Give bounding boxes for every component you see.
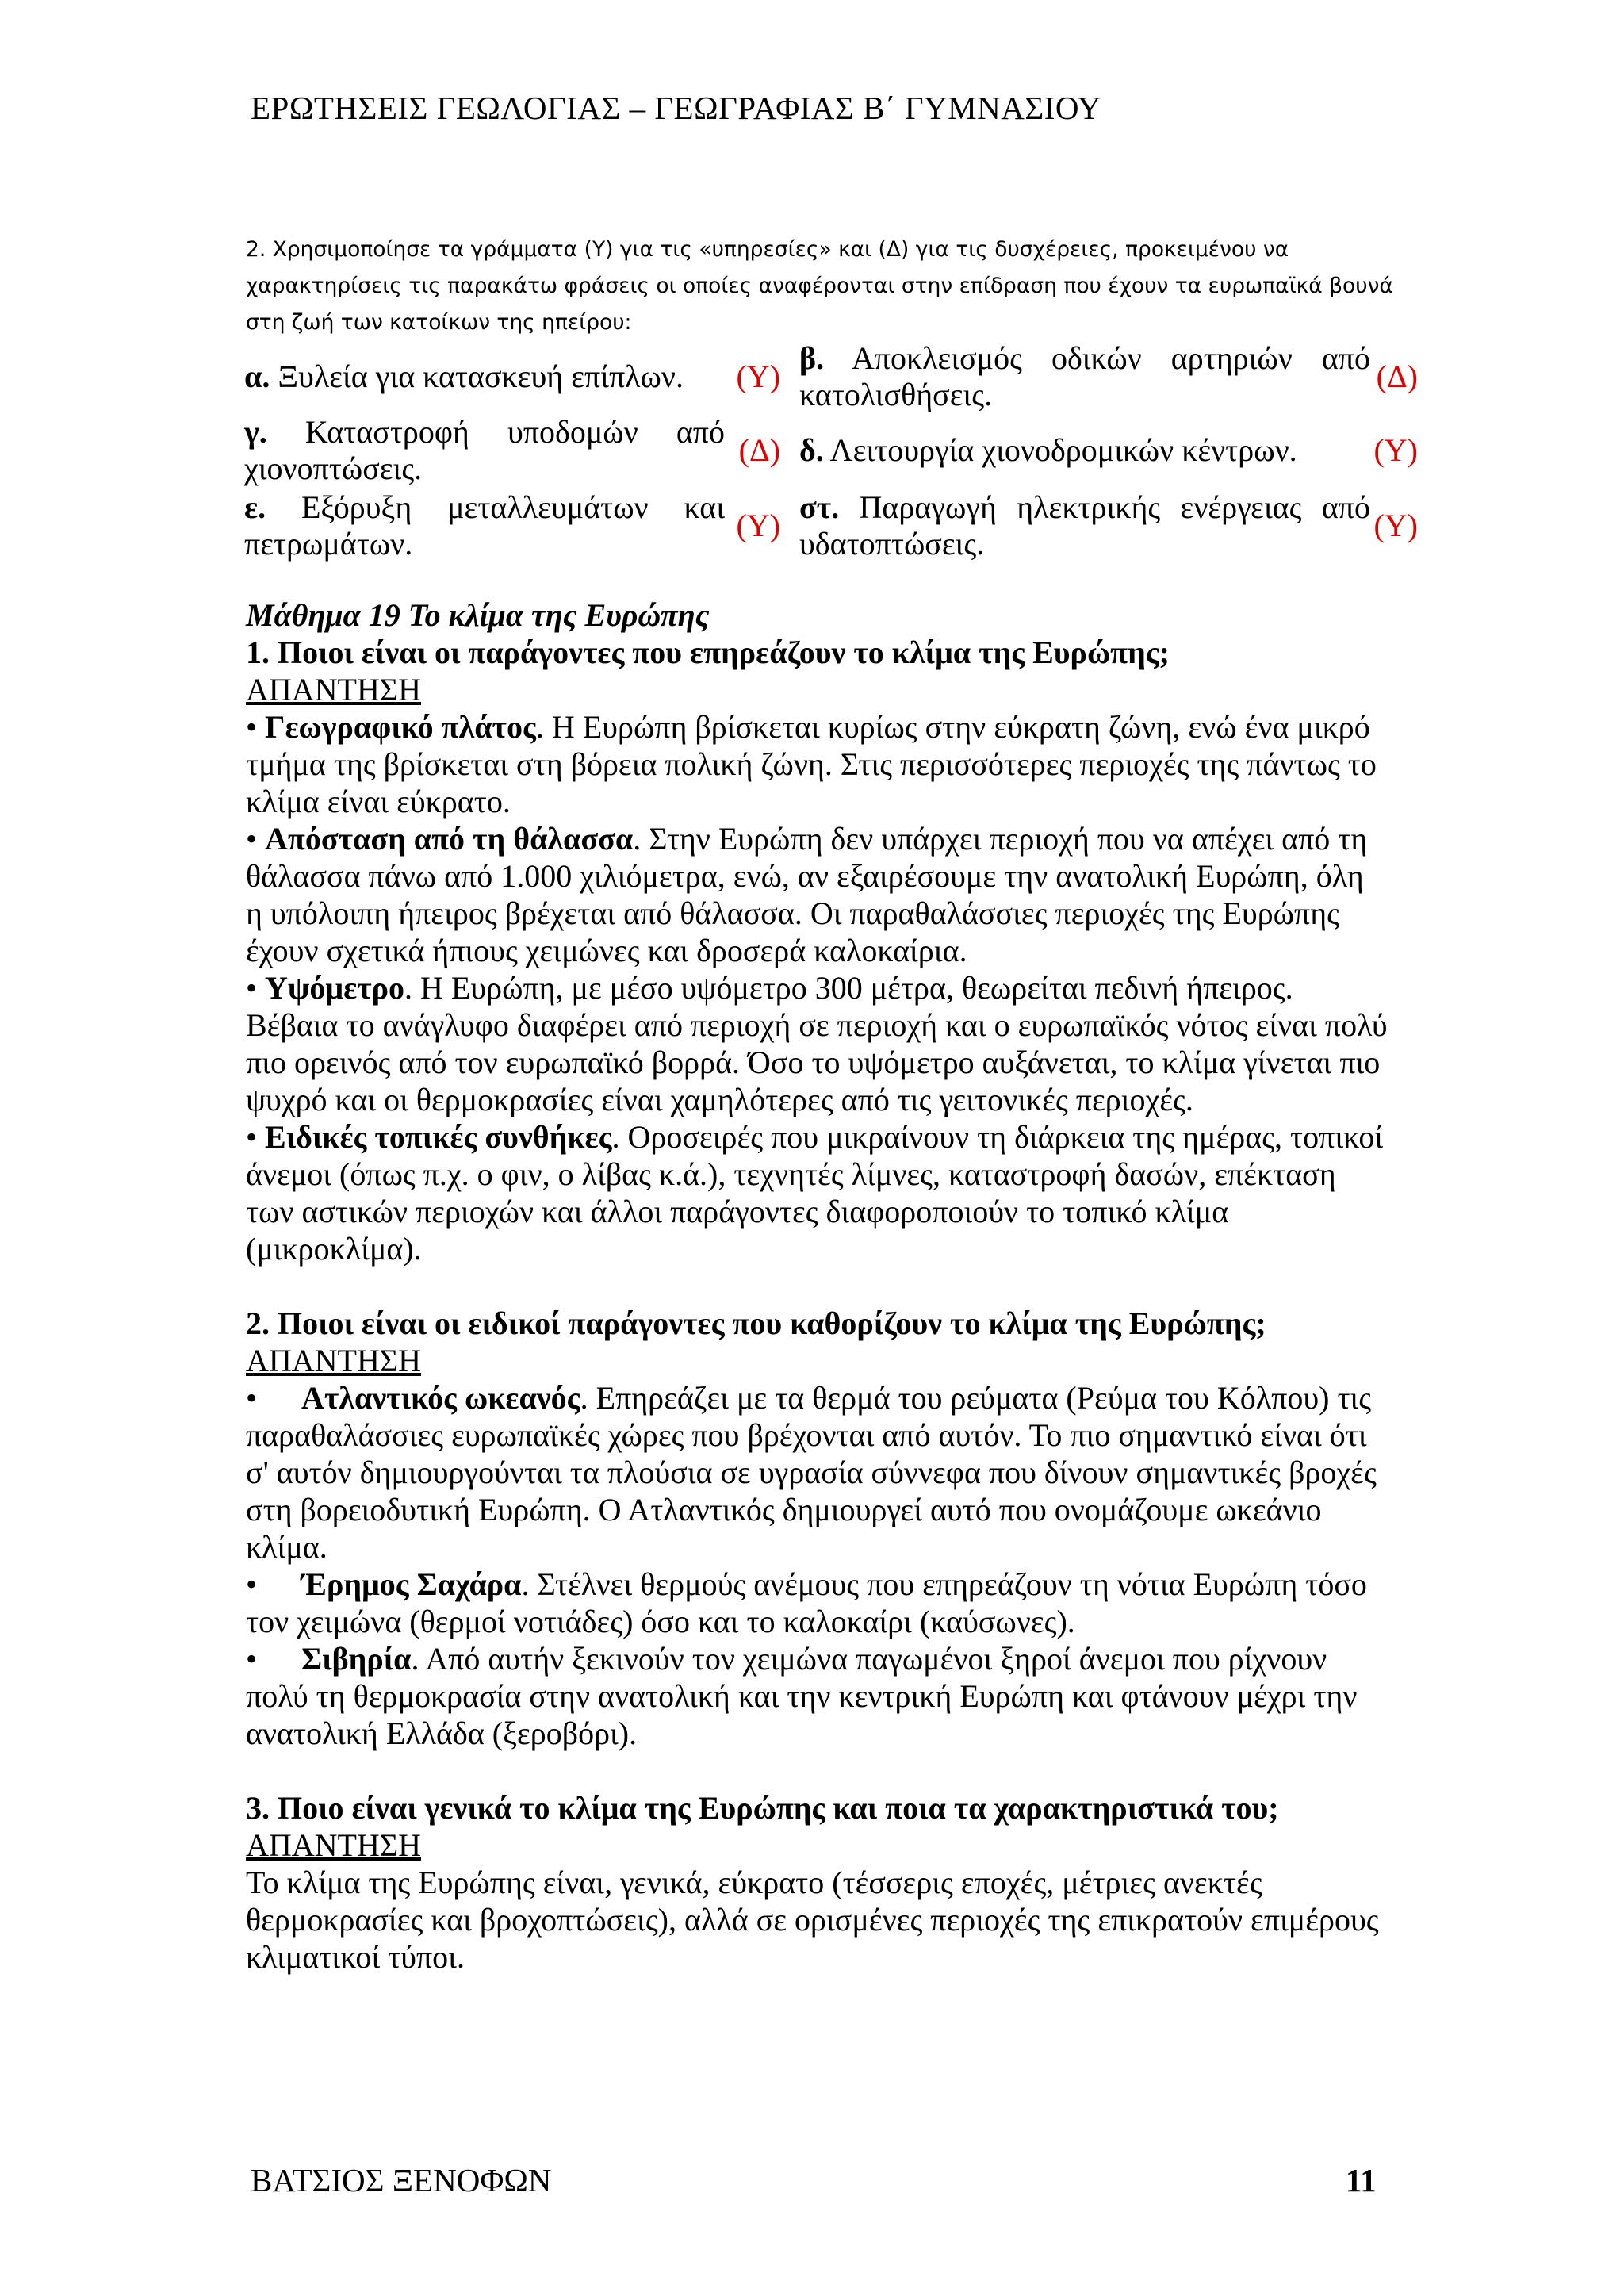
item-letter: α. — [244, 358, 270, 394]
grid-item-a — [244, 339, 780, 414]
bullet-term: Ατλαντικός ωκεανός — [301, 1380, 580, 1416]
answer-text: Το κλίμα της Ευρώπης είναι, γενικά, εύκρατο (τέσσερις εποχές, μέτριες ανεκτές θερμοκρασίες και βροχοπτώσεις), αλλά σε ορισμένες περιοχές της επικρατούν επιμέρους κλιματικοί τύποι. — [246, 1865, 1379, 1975]
question-2: 2. Ποιοι είναι οι ειδικοί παράγοντες που καθορίζουν το κλίμα της Ευρώπης; — [246, 1305, 1266, 1341]
item-text: Λειτουργία χιονοδρομικών κέντρων. — [823, 432, 1297, 468]
bullet-text: . Οροσειρές που μικραίνουν τη διάρκεια της ημέρας, τοπικοί άνεμοι (όπως π.χ. ο φιν, ο λίβας κ.ά.), τεχνητές λίμνες, καταστροφή δασών, επέκταση των αστικών περιοχών και άλλοι παράγοντες διαφοροποιούν το τοπικό κλίμα (μικροκλίμα). — [246, 1119, 1384, 1267]
item-text: Παραγωγή ηλεκτρικής ενέργειας από υδατοπτώσεις. — [799, 489, 1370, 562]
item-answer-mark: (Υ) — [736, 508, 780, 543]
bullet-item: • Σιβηρία. Από αυτήν ξεκινούν τον χειμώνα παγωμένοι ξηροί άνεμοι που ρίχνουν πολύ τη θερμοκρασία στην ανατολική και την κεντρική Ευρώπη και φτάνουν μέχρι την ανατολική Ελλάδα (ξεροβόρι). — [246, 1641, 1358, 1751]
answer-label: ΑΠΑΝΤΗΣΗ — [246, 1827, 422, 1863]
bullet-text: . Από αυτήν ξεκινούν τον χειμώνα παγωμένοι ξηροί άνεμοι που ρίχνουν πολύ τη θερμοκρασία στην ανατολική και την κεντρική Ευρώπη και φτάνουν μέχρι την ανατολική Ελλάδα (ξεροβόρι). — [246, 1641, 1358, 1751]
bullet-text: . Επηρεάζει με τα θερμά του ρεύματα (Ρεύμα του Κόλπου) τις παραθαλάσσιες ευρωπαϊκές χώρες που βρέχονται από αυτόν. Το πιο σημαντικό είναι ότι σ' αυτόν δημιουργούνται τα πλούσια σε υγρασία σύννεφα που δίνουν σημαντικές βροχές στη βορειοδυτική Ευρώπη. Ο Ατλαντικός δημιουργεί αυτό που ονομάζουμε ωκεάνιο κλίμα. — [246, 1380, 1377, 1565]
grid-item-c — [244, 414, 780, 487]
item-answer-mark: (Υ) — [1373, 432, 1418, 468]
bullet-text: . Στέλνει θερμούς ανέμους που επηρεάζουν τη νότια Ευρώπη τόσο τον χειμώνα (θερμοί νοτιάδες) όσο και το καλοκαίρι (καύσωνες). — [246, 1566, 1367, 1639]
item-text: Εξόρυξη μεταλλευμάτων και πετρωμάτων. — [244, 489, 725, 562]
item-letter: ε. — [244, 489, 266, 525]
bullet-item: • Ειδικές τοπικές συνθήκες. Οροσειρές που μικραίνουν τη διάρκεια της ημέρας, τοπικοί άνεμοι (όπως π.χ. ο φιν, ο λίβας κ.ά.), τεχνητές λίμνες, καταστροφή δασών, επέκταση των αστικών περιοχών και άλλοι παράγοντες διαφοροποιούν το τοπικό κλίμα (μικροκλίμα). — [246, 1119, 1384, 1267]
item-text: Ξυλεία για κατασκευή επίπλων. — [270, 358, 684, 394]
bullet-item: • Ατλαντικός ωκεανός. Επηρεάζει με τα θερμά του ρεύματα (Ρεύμα του Κόλπου) τις παραθαλάσσιες ευρωπαϊκές χώρες που βρέχονται από αυτόν. Το πιο σημαντικό είναι ότι σ' αυτόν δημιουργούνται τα πλούσια σε υγρασία σύννεφα που δίνουν σημαντικές βροχές στη βορειοδυτική Ευρώπη. Ο Ατλαντικός δημιουργεί αυτό που ονομάζουμε ωκεάνιο κλίμα. — [246, 1380, 1377, 1565]
bullet-item: • Έρημος Σαχάρα. Στέλνει θερμούς ανέμους που επηρεάζουν τη νότια Ευρώπη τόσο τον χειμώνα (θερμοί νοτιάδες) όσο και το καλοκαίρι (καύσωνες). — [246, 1566, 1367, 1639]
page-number: 11 — [1346, 2162, 1377, 2198]
footer-author: ΒΑΤΣΙΟΣ ΞΕΝΟΦΩΝ — [251, 2162, 552, 2198]
bullet-term: Γεωγραφικό πλάτος — [265, 709, 536, 745]
grid-item-e — [244, 487, 780, 565]
bullet-item: • Γεωγραφικό πλάτος. Η Ευρώπη βρίσκεται κυρίως στην εύκρατη ζώνη, ενώ ένα μικρό τμήμα της βρίσκεται στη βόρεια πολική ζώνη. Στις περισσότερες περιοχές της πάντως το κλίμα είναι εύκρατο. — [246, 709, 1377, 819]
item-answer-mark: (Υ) — [736, 358, 780, 394]
answer-label: ΑΠΑΝΤΗΣΗ — [246, 672, 422, 707]
grid-row — [244, 487, 1418, 565]
answer-label: ΑΠΑΝΤΗΣΗ — [246, 1343, 422, 1378]
exercise-2-grid — [244, 339, 1418, 565]
bullet-term: Ειδικές τοπικές συνθήκες — [265, 1119, 612, 1155]
item-letter: δ. — [799, 432, 824, 468]
item-letter: β. — [799, 340, 825, 376]
bullet-text: . Η Ευρώπη βρίσκεται κυρίως στην εύκρατη ζώνη, ενώ ένα μικρό τμήμα της βρίσκεται στη βόρεια πολική ζώνη. Στις περισσότερες περιοχές της πάντως το κλίμα είναι εύκρατο. — [246, 709, 1377, 819]
page-header-title: ΕΡΩΤΗΣΕΙΣ ΓΕΩΛΟΓΙΑΣ – ΓΕΩΓΡΑΦΙΑΣ Β΄ ΓΥΜΝΑΣΙΟΥ — [251, 90, 1102, 126]
item-answer-mark: (Υ) — [1373, 508, 1418, 543]
grid-item-b — [799, 339, 1418, 414]
item-text: Καταστροφή υποδομών από χιονοπτώσεις. — [244, 414, 725, 486]
item-letter: στ. — [799, 489, 840, 525]
item-answer-mark: (Δ) — [1376, 358, 1418, 394]
question-1: 1. Ποιοι είναι οι παράγοντες που επηρεάζουν το κλίμα της Ευρώπης; — [246, 634, 1170, 670]
exercise-2-instructions — [246, 232, 1411, 341]
item-letter: γ. — [244, 414, 267, 450]
instruction-line: 2. Χρησιμοποίησε τα γράμματα (Υ) για τις «υπηρεσίες» και (Δ) για τις δυσχέρειες, προκειμένου να — [246, 237, 1289, 262]
bullet-term: Απόσταση από τη θάλασσα — [265, 821, 634, 857]
lesson-title: Μάθημα 19 Το κλίμα της Ευρώπης — [246, 597, 710, 633]
bullet-item: • Απόσταση από τη θάλασσα. Στην Ευρώπη δεν υπάρχει περιοχή που να απέχει από τη θάλασσα πάνω από 1.000 χιλιόμετρα, ενώ, αν εξαιρέσουμε την ανατολική Ευρώπη, όλη η υπόλοιπη ήπειρος βρέχεται από θάλασσα. Οι παραθαλάσσιες περιοχές της Ευρώπης έχουν σχετικά ήπιους χειμώνες και δροσερά καλοκαίρια. — [246, 821, 1368, 968]
grid-item-st — [799, 487, 1418, 565]
question-3: 3. Ποιο είναι γενικά το κλίμα της Ευρώπης και ποια τα χαρακτηριστικά του; — [246, 1790, 1279, 1826]
item-answer-mark: (Δ) — [738, 432, 780, 468]
bullet-text: . Στην Ευρώπη δεν υπάρχει περιοχή που να απέχει από τη θάλασσα πάνω από 1.000 χιλιόμετρα, ενώ, αν εξαιρέσουμε την ανατολική Ευρώπη, όλη η υπόλοιπη ήπειρος βρέχεται από θάλασσα. Οι παραθαλάσσιες περιοχές της Ευρώπης έχουν σχετικά ήπιους χειμώνες και δροσερά καλοκαίρια. — [246, 821, 1368, 968]
grid-row — [244, 414, 1418, 487]
grid-row — [244, 339, 1418, 414]
bullet-term: Σιβηρία — [301, 1641, 412, 1677]
main-content — [246, 596, 1388, 1976]
bullet-term: Υψόμετρο — [265, 970, 405, 1006]
grid-item-d — [799, 414, 1418, 487]
instruction-line: χαρακτηρίσεις τις παρακάτω φράσεις οι οποίες αναφέρονται στην επίδραση που έχουν τα ευρωπαϊκά βουνά — [246, 274, 1393, 298]
instruction-line: στη ζωή των κατοίκων της ηπείρου: — [246, 310, 632, 335]
item-text: Αποκλεισμός οδικών αρτηριών από κατολισθήσεις. — [799, 340, 1370, 412]
bullet-item: • Υψόμετρο. Η Ευρώπη, με μέσο υψόμετρο 300 μέτρα, θεωρείται πεδινή ήπειρος. Βέβαια το ανάγλυφο διαφέρει από περιοχή σε περιοχή και ο ευρωπαϊκός νότος είναι πολύ πιο ορεινός από τον ευρωπαϊκό βορρά. Όσο το υψόμετρο αυξάνεται, το κλίμα γίνεται πιο ψυχρό και οι θερμοκρασίες είναι χαμηλότερες από τις γειτονικές περιοχές. — [246, 970, 1388, 1117]
bullet-term: Έρημος Σαχάρα — [301, 1566, 522, 1602]
bullet-text: . Η Ευρώπη, με μέσο υψόμετρο 300 μέτρα, θεωρείται πεδινή ήπειρος. Βέβαια το ανάγλυφο διαφέρει από περιοχή σε περιοχή και ο ευρωπαϊκός νότος είναι πολύ πιο ορεινός από τον ευρωπαϊκό βορρά. Όσο το υψόμετρο αυξάνεται, το κλίμα γίνεται πιο ψυχρό και οι θερμοκρασίες είναι χαμηλότερες από τις γειτονικές περιοχές. — [246, 970, 1388, 1117]
